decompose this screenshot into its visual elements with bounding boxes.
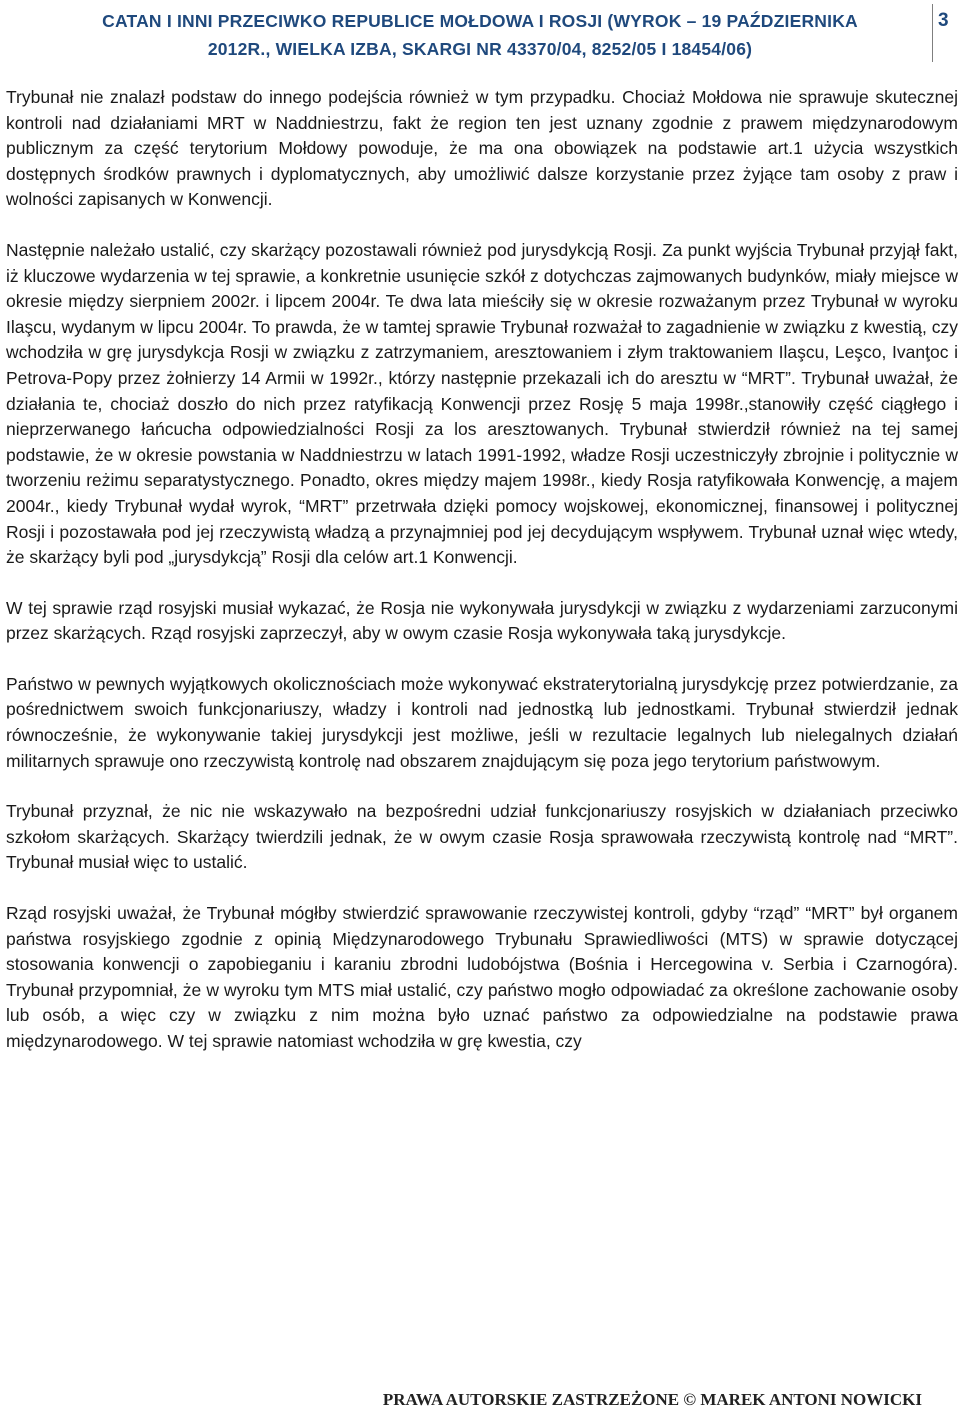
paragraph-6: Rząd rosyjski uważał, że Trybunał mógłby stwierdzić sprawowanie rzeczywistej kontroli, gdyby “rząd” “MRT” był organem państwa rosyjskiego zgodnie z opinią Międzynarodowego Trybunału Sprawiedliwości (MTS) w sprawie dotyczącej stosowania konwencji o zapobieganiu i karaniu zbrodni ludobójstwa (Bośnia i Hercegowina v. Serbia i Czarnogóra). Trybunał przypomniał, że w wyroku tym MTS miał ustalić, czy państwo mogło odpowiadać za określone zachowanie osoby lub osób, a więc czy w związku z nim można było uznać państwo za odpowiedzialne na podstawie prawa międzynarodowego. W tej sprawie natomiast wchodziła w grę kwestia, czy [6,903,958,1051]
document-title-line-2: 2012R., WIELKA IZBA, SKARGI NR 43370/04, 8252/05 I 18454/06) [207,39,753,59]
header-divider [932,4,933,62]
copyright-text: PRAWA AUTORSKIE ZASTRZEŻONE © MAREK ANTONI NOWICKI [382,1390,922,1409]
document-body [6,85,958,1080]
paragraph-1: Trybunał nie znalazł podstaw do innego podejścia również w tym przypadku. Chociaż Mołdowa nie sprawuje skutecznej kontroli nad działaniami MRT w Naddniestrzu, fakt że region ten jest uznany zgodnie z prawem międzynarodowym publicznym za część terytorium Mołdowy powoduje, że ma ona obowiązek na podstawie art.1 użycia wszystkich dostępnych środków prawnych i dyplomatycznych, aby umożliwić dalsze korzystanie przez żyjące tam osoby z praw i wolności zapisanych w Konwencji. [6,87,958,210]
page-number: 3 [938,10,949,31]
document-title [40,7,920,63]
paragraph-4: Państwo w pewnych wyjątkowych okolicznościach może wykonywać ekstraterytorialną jurysdykcję przez potwierdzanie, za pośrednictwem swoich funkcjonariuszy, władzy i kontroli nad jednostką lub jednostkami. Trybunał stwierdził jednak równocześnie, że wykonywanie takiej jurysdykcji jest możliwe, jeśli w rezultacie legalnych lub nielegalnych działań militarnych sprawuje ono rzeczywistą kontrolę nad obszarem znajdującym się poza jego terytorium państwowym. [6,673,958,771]
paragraph-2: Następnie należało ustalić, czy skarżący pozostawali również pod jurysdykcją Rosji. Za punkt wyjścia Trybunał przyjął fakt, iż kluczowe wydarzenia w tej sprawie, a konkretnie usunięcie szkół z dotychczas zajmowanych budynków, miały miejsce w okresie między sierpniem 2002r. i lipcem 2004r. Te dwa lata mieściły się w okresie rozważanym przez Trybunał w wyroku Ilaşcu, wydanym w lipcu 2004r. To prawda, że w tamtej sprawie Trybunał rozważał to zagadnienie w związku z kwestią, czy wchodziła w grę jurysdykcja Rosji w związku z zatrzymaniem, aresztowaniem i złym traktowaniem Ilaşcu, Leşco, Ivanţoc i Petrova-Popy przez żołnierzy 14 Armii w 1992r., którzy następnie przekazali ich do aresztu w “MRT”. Trybunał uważał, że działania te, chociaż doszło do nich przez ratyfikacją Konwencji przez Rosję 5 maja 1998r.,stanowiły część ciągłego i nieprzerwanego łańcucha odpowiedzialności Rosji za los aresztowanych. Trybunał stwierdził również na tej samej podstawie, że w okresie powstania w Naddniestrzu w latach 1991-1992, władze Rosji uczestniczyły zbrojnie i politycznie w tworzeniu reżimu separatystycznego. Ponadto, okres między majem 1998r., kiedy Rosja ratyfikowała Konwencję, a majem 2004r., kiedy Trybunał wydał wyrok, “MRT” przetrwała dzięki pomocy wojskowej, ekonomicznej, finansowej i politycznej Rosji i pozostawała pod jej rzeczywistą władzą a przynajmniej pod jej decydującym wspływem. Trybunał uznał więc wtedy, że skarżący byli pod „jurysdykcją” Rosji dla celów art.1 Konwencji. [6,239,958,568]
paragraph-3: W tej sprawie rząd rosyjski musiał wykazać, że Rosja nie wykonywała jurysdykcji w związku z wydarzeniami zarzuconymi przez skarżących. Rząd rosyjski zaprzeczył, aby w owym czasie Rosja wykonywała taką jurysdykcje. [6,597,958,644]
paragraph-5: Trybunał przyznał, że nic nie wskazywało na bezpośredni udział funkcjonariuszy rosyjskich w działaniach przeciwko szkołom skarżących. Skarżący twierdzili jednak, że w owym czasie Rosja sprawowała rzeczywistą kontrolę nad “MRT”. Trybunał musiał więc to ustalić. [6,801,958,873]
document-title-line-1: CATAN I INNI PRZECIWKO REPUBLICE MOŁDOWA I ROSJI (WYROK – 19 PAŹDZIERNIKA [102,11,858,31]
running-header [0,0,960,70]
